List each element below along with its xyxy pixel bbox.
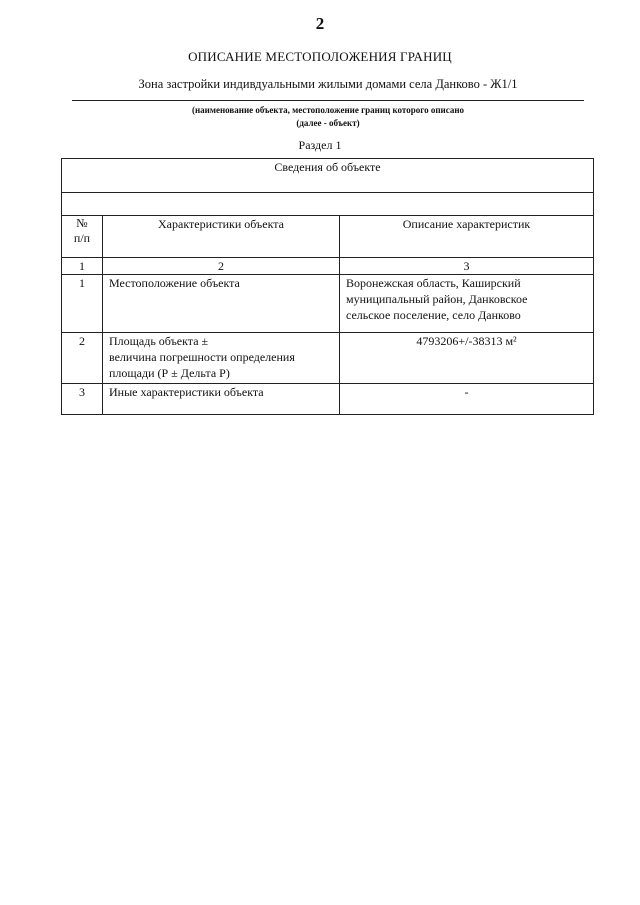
row-description — [340, 275, 594, 333]
caption-line: (наименование объекта, местоположение границ которого описано — [191, 105, 465, 115]
column-numbers-row — [62, 258, 594, 275]
row-characteristic — [103, 384, 340, 415]
section-label: Раздел 1 — [298, 138, 342, 152]
table-row — [62, 384, 594, 415]
row-number: 2 — [62, 333, 103, 384]
column-header-number-line: п/п — [73, 231, 91, 245]
row-characteristic-line: Местоположение объекта — [109, 276, 240, 290]
table-spacer-cell — [62, 193, 594, 216]
row-characteristic-line: величина погрешности определения — [109, 350, 295, 364]
column-number: 2 — [103, 258, 340, 275]
row-number: 3 — [62, 384, 103, 415]
document-title: ОПИСАНИЕ МЕСТОПОЛОЖЕНИЯ ГРАНИЦ — [188, 49, 452, 64]
object-name-underline — [72, 100, 584, 101]
column-header-characteristic: Характеристики объекта — [103, 216, 340, 258]
column-header-number — [62, 216, 103, 258]
object-name: Зона застройки индивдуальными жилыми домами села Данково - Ж1/1 — [138, 77, 518, 91]
row-characteristic — [103, 333, 340, 384]
row-description-line: Воронежская область, Каширский — [346, 276, 521, 290]
table-header-row — [62, 216, 594, 258]
row-description-line: муниципальный район, Данковское — [346, 292, 528, 306]
object-info-table — [61, 158, 594, 415]
row-characteristic-line: Площадь объекта ± — [109, 334, 209, 348]
row-characteristic — [103, 275, 340, 333]
table-row — [62, 333, 594, 384]
column-number: 3 — [340, 258, 594, 275]
row-characteristic-line: Иные характеристики объекта — [109, 385, 264, 399]
table-row — [62, 275, 594, 333]
column-header-description: Описание характеристик — [340, 216, 594, 258]
object-name-caption — [72, 104, 584, 130]
row-description-line: 4793206+/-38313 м² — [416, 334, 517, 348]
column-header-number-line: № — [76, 216, 88, 230]
row-description — [340, 384, 594, 415]
row-number: 1 — [62, 275, 103, 333]
row-characteristic-line: площади (Р ± Дельта Р) — [109, 366, 230, 380]
table-heading-row — [62, 159, 594, 193]
table-spacer-row — [62, 193, 594, 216]
caption-line: (далее - объект) — [296, 118, 360, 128]
column-number: 1 — [62, 258, 103, 275]
row-description-line: сельское поселение, село Данково — [346, 308, 521, 322]
row-description-line: - — [464, 385, 469, 399]
row-description — [340, 333, 594, 384]
table-heading: Сведения об объекте — [62, 159, 594, 193]
page-number: 2 — [315, 14, 325, 33]
